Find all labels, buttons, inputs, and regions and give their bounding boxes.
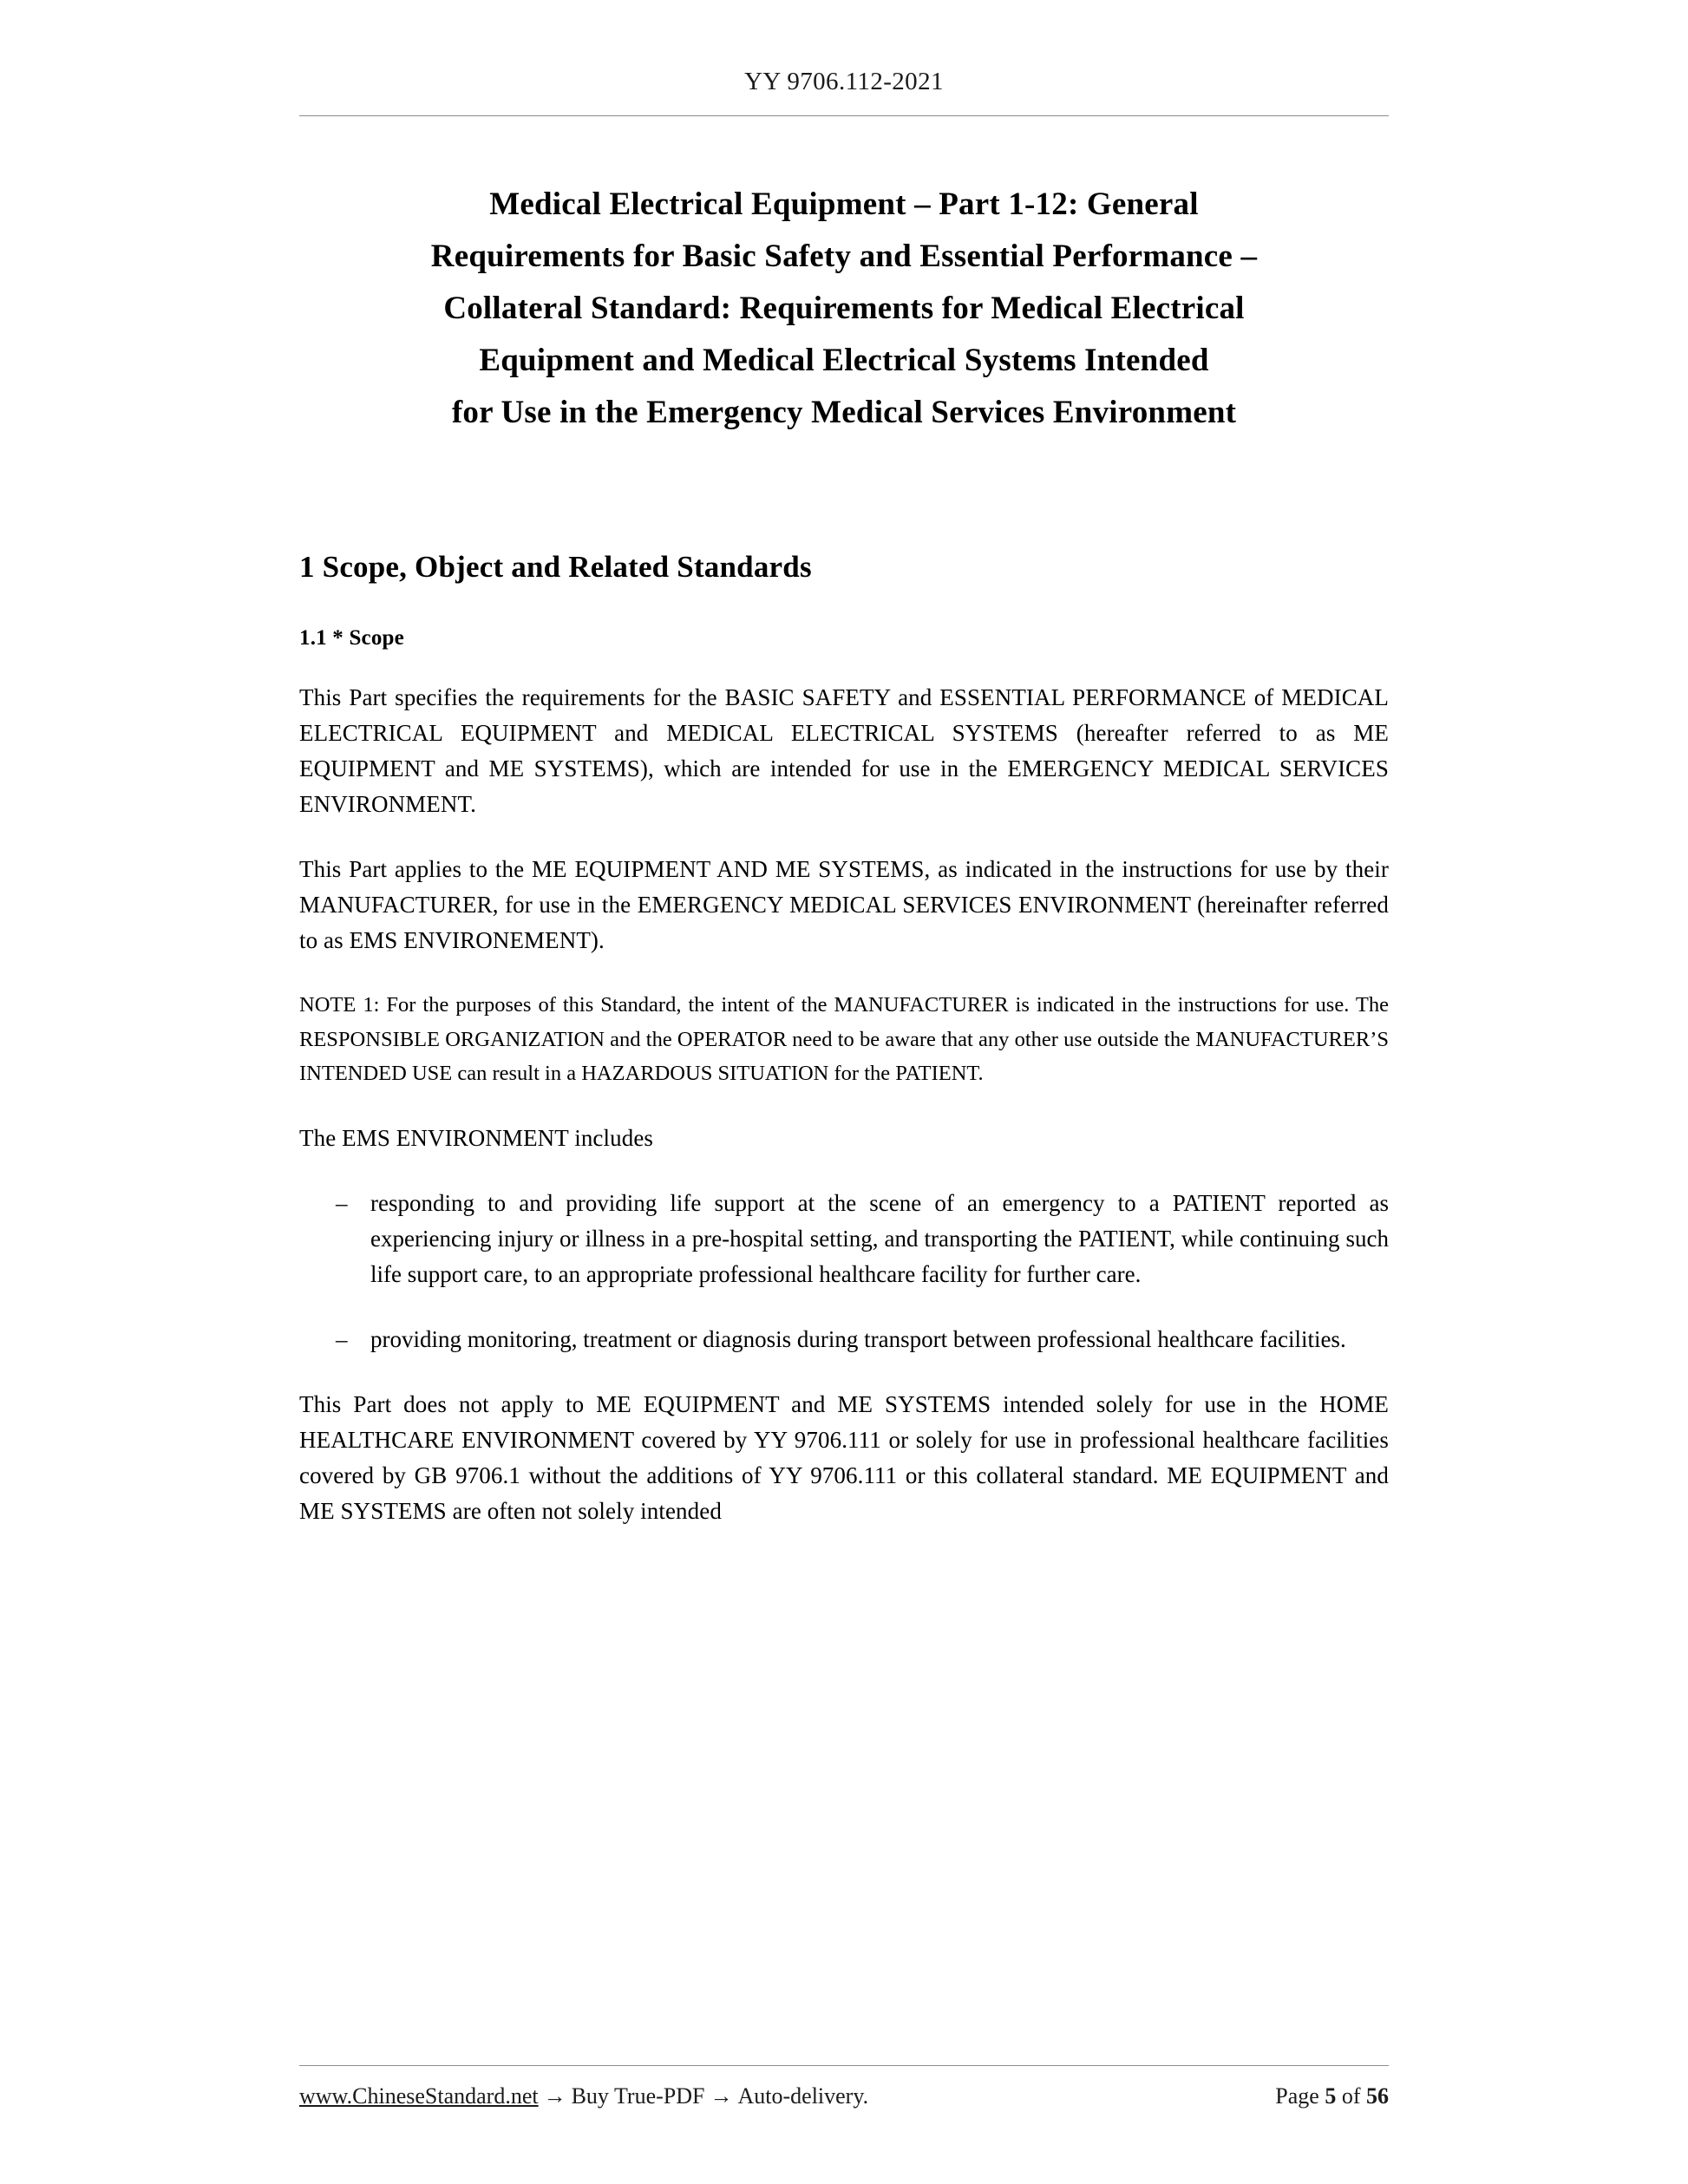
footer-row	[299, 2083, 1389, 2109]
page-footer	[299, 2065, 1389, 2109]
scope-paragraph-2: This Part applies to the ME EQUIPMENT AND ME SYSTEMS, as indicated in the instructions for use by their MANUFACTURER, for use in the EMERGENCY MEDICAL SERVICES ENVIRONMENT (hereinafter referred to as EMS ENVIRONEMENT).	[299, 855, 1389, 953]
arrow-right-icon: →	[710, 2083, 733, 2109]
title-line-4: Equipment and Medical Electrical Systems Intended	[479, 342, 1209, 378]
page-header	[299, 0, 1389, 116]
page-content	[299, 0, 1389, 2184]
standard-number: YY 9706.112-2021	[744, 68, 944, 95]
list-item-text: providing monitoring, treatment or diagnosis during transport between professional healthcare facilities.	[370, 1326, 1346, 1353]
website-link[interactable]: www.ChineseStandard.net	[299, 2083, 539, 2109]
title-line-3: Collateral Standard: Requirements for Medical Electrical	[443, 290, 1245, 326]
buy-pdf-text[interactable]: Buy True-PDF	[571, 2083, 705, 2109]
ems-environment-list	[299, 1186, 1389, 1357]
footer-left	[299, 2083, 868, 2109]
document-title	[299, 179, 1389, 439]
list-item	[299, 1186, 1389, 1292]
dash-bullet-icon: –	[336, 1190, 348, 1216]
of-label: of	[1341, 2083, 1361, 2109]
total-pages: 56	[1366, 2083, 1389, 2109]
dash-bullet-icon: –	[336, 1326, 348, 1353]
clause-1-1-heading: 1.1 * Scope	[299, 625, 404, 650]
footer-divider	[299, 2065, 1389, 2066]
title-line-2: Requirements for Basic Safety and Essential Performance –	[430, 238, 1258, 274]
page-indicator	[1275, 2083, 1389, 2109]
note-1: NOTE 1: For the purposes of this Standard, the intent of the MANUFACTURER is indicated in the instructions for use. The RESPONSIBLE ORGANIZATION and the OPERATOR need to be aware that any other use outside the MANUFACTURER’S INTENDED USE can result in a HAZARDOUS SITUATION for the PATIENT.	[299, 992, 1389, 1086]
scope-paragraph-4: This Part does not apply to ME EQUIPMENT and ME SYSTEMS intended solely for use in the HOME HEALTHCARE ENVIRONMENT covered by YY 9706.111 or solely for use in professional healthcare facilities covered by GB 9706.1 without the additions of YY 9706.111 or this collateral standard. ME EQUIPMENT and ME SYSTEMS are often not solely intended	[299, 1391, 1389, 1525]
list-item-text: responding to and providing life support at the scene of an emergency to a PATIENT reported as experiencing injury or illness in a pre-hospital setting, and transporting the PATIENT, while continuing such life support care, to an appropriate professional healthcare facility for further care.	[370, 1190, 1389, 1288]
ems-environment-intro: The EMS ENVIRONMENT includes	[299, 1124, 654, 1151]
header-divider	[299, 115, 1389, 116]
arrow-right-icon: →	[543, 2083, 566, 2109]
page-label: Page	[1275, 2083, 1319, 2109]
list-item	[299, 1322, 1389, 1357]
auto-delivery-text: Auto-delivery.	[737, 2083, 869, 2109]
scope-paragraph-1: This Part specifies the requirements for the BASIC SAFETY and ESSENTIAL PERFORMANCE of MEDICAL ELECTRICAL EQUIPMENT and MEDICAL ELECTRICAL SYSTEMS (hereafter referred to as ME EQUIPMENT and ME SYSTEMS), which are intended for use in the EMERGENCY MEDICAL SERVICES ENVIRONMENT.	[299, 683, 1389, 817]
title-line-1: Medical Electrical Equipment – Part 1-12: General	[489, 186, 1199, 222]
page-number: 5	[1325, 2083, 1337, 2109]
title-line-5: for Use in the Emergency Medical Services Environment	[451, 394, 1237, 430]
clause-1-heading: 1 Scope, Object and Related Standards	[299, 549, 812, 584]
